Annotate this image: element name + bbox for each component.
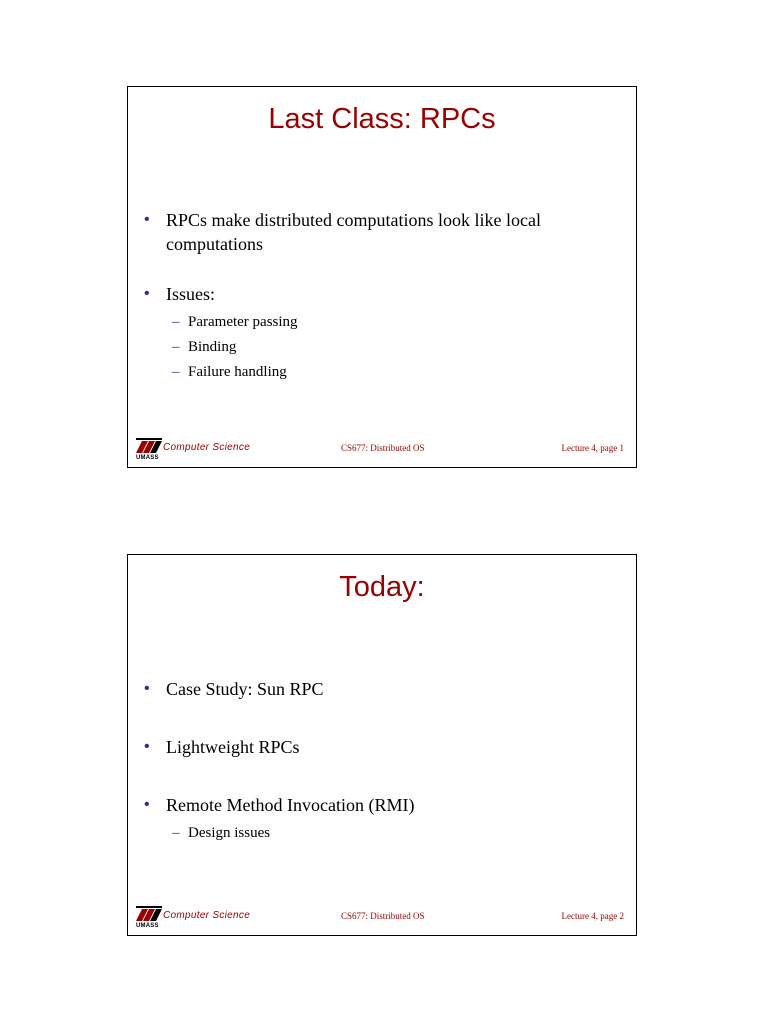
bullet-icon: • [144, 285, 150, 302]
bullet-item [144, 735, 606, 759]
footer-page-number: Lecture 4, page 2 [561, 911, 624, 921]
bullet-icon: • [144, 680, 150, 697]
footer-course: CS677: Distributed OS [341, 443, 425, 453]
logo-text: UMASS [136, 923, 159, 929]
footer-course: CS677: Distributed OS [341, 911, 425, 921]
slide-title: Today: [339, 571, 425, 603]
bullet-item [144, 282, 606, 385]
bullet-item [144, 208, 606, 256]
slide-footer [136, 905, 624, 927]
bullet-item [144, 677, 606, 701]
sub-bullet-text: Parameter passing [188, 314, 298, 330]
bullet-icon: • [144, 796, 150, 813]
bullet-text: Lightweight RPCs [166, 737, 300, 757]
sub-bullet-item [166, 821, 606, 846]
sub-bullet-text: Failure handling [188, 364, 287, 380]
bullet-icon: • [144, 738, 150, 755]
footer-department: Computer Science [163, 910, 251, 921]
bullet-text: Case Study: Sun RPC [166, 679, 324, 699]
logo-text: UMASS [136, 455, 159, 461]
bullet-text: Issues: [166, 284, 215, 304]
dash-icon: – [172, 825, 180, 841]
bullet-text: RPCs make distributed computations look like local computations [166, 210, 541, 254]
sub-bullet-list [166, 310, 606, 385]
bullet-list [144, 208, 606, 385]
bullet-item [144, 793, 606, 846]
dash-icon: – [172, 339, 180, 355]
slide-1 [127, 86, 637, 468]
sub-bullet-text: Design issues [188, 825, 271, 841]
sub-bullet-item [166, 310, 606, 335]
bullet-text: Remote Method Invocation (RMI) [166, 795, 415, 815]
slide-title: Last Class: RPCs [268, 103, 496, 135]
bullet-list [144, 677, 606, 846]
slide-2 [127, 554, 637, 936]
slide-footer [136, 437, 624, 459]
sub-bullet-text: Binding [188, 339, 237, 355]
bullet-icon: • [144, 211, 150, 228]
dash-icon: – [172, 314, 180, 330]
footer-page-number: Lecture 4, page 1 [561, 443, 624, 453]
sub-bullet-item [166, 360, 606, 385]
sub-bullet-item [166, 335, 606, 360]
footer-department: Computer Science [163, 442, 251, 453]
dash-icon: – [172, 364, 180, 380]
sub-bullet-list [166, 821, 606, 846]
